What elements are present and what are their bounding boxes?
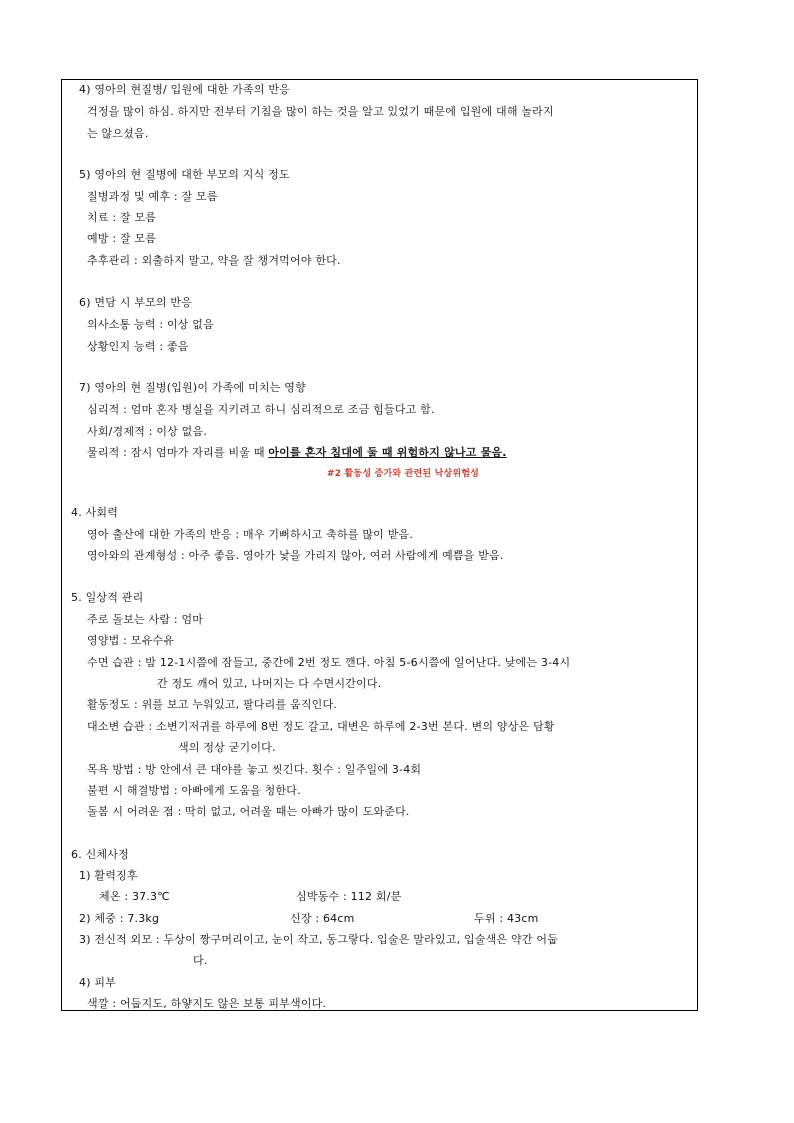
family-reaction-line-2: 는 않으셨음.	[87, 127, 149, 140]
general-appearance-line-1: 3) 전신적 외모 : 두상이 짱구머리이고, 눈이 작고, 동그랗다. 입술은 말라있고, 입술색은 약간 어둡	[79, 933, 558, 946]
daily-care-difficulty: 돌봄 시 어려운 점 : 딱히 없고, 어려울 때는 아빠가 많이 도와준다.	[87, 805, 410, 818]
social-relationship: 영아와의 관계형성 : 아주 좋음. 영아가 낯을 가리지 않아, 여러 사람에게 예쁨을 받음.	[87, 549, 504, 562]
daily-sleep-line-2: 간 정도 깨어 있고, 나머지는 다 수면시간이다.	[157, 677, 382, 690]
skin-title: 4) 피부	[79, 976, 117, 989]
section-physical-assessment-title: 6. 신체사정	[71, 848, 129, 861]
measure-height: 신장 : 64cm	[290, 912, 355, 925]
impact-social-economic: 사회/경제적 : 이상 없음.	[87, 425, 208, 438]
section-social-history-title: 4. 사회력	[71, 506, 119, 519]
section-family-reaction-title: 4) 영아의 현질병/ 입원에 대한 가족의 반응	[79, 83, 290, 96]
knowledge-follow-up: 추후관리 : 외출하지 말고, 약을 잘 챙겨먹어야 한다.	[87, 254, 341, 267]
daily-bathing: 목욕 방법 : 방 안에서 큰 대야를 놓고 씻긴다. 횟수 : 일주일에 3-4회	[87, 763, 422, 776]
nursing-diagnosis-note: #2 활동성 증가와 관련된 낙상위험성	[327, 469, 480, 479]
document-frame	[61, 79, 698, 1011]
measure-weight: 2) 체중 : 7.3kg	[79, 912, 160, 925]
knowledge-treatment: 치료 : 잘 모름	[87, 211, 157, 224]
daily-elimination-line-2: 색의 정상 굳기이다.	[178, 741, 276, 754]
daily-sleep-line-1: 수면 습관 : 밤 12-1시쯤에 잠들고, 중간에 2번 정도 깬다. 아침 5-6시쯤에 일어난다. 낮에는 3-4시	[87, 656, 571, 669]
family-reaction-line-1: 걱정을 많이 하심. 하지만 전부터 기침을 많이 하는 것을 알고 있었기 때문에 입원에 대해 놀라지	[87, 105, 554, 118]
daily-elimination-line-1: 대소변 습관 : 소변기저귀를 하루에 8번 정도 갈고, 대변은 하루에 2-3번 본다. 변의 양상은 담황	[87, 720, 555, 733]
vital-signs-title: 1) 활력징후	[79, 869, 138, 882]
general-appearance-line-2: 다.	[193, 954, 208, 967]
knowledge-disease-course: 질병과정 및 예후 : 잘 모름	[87, 190, 218, 203]
section-parent-knowledge-title: 5) 영아의 현 질병에 대한 부모의 지식 정도	[79, 168, 290, 181]
interview-communication: 의사소통 능력 : 이상 없음	[87, 318, 214, 331]
social-birth-reaction: 영아 출산에 대한 가족의 반응 : 매우 기뻐하시고 축하를 많이 받음.	[87, 528, 414, 541]
knowledge-prevention: 예방 : 잘 모름	[87, 232, 157, 245]
section-daily-care-title: 5. 일상적 관리	[71, 591, 144, 604]
vital-heart-rate: 심박동수 : 112 회/분	[296, 890, 402, 903]
impact-physical-emphasis: 아이를 혼자 침대에 둘 때 위험하지 않나고 물음.	[268, 446, 507, 459]
daily-activity: 활동정도 : 위를 보고 누워있고, 팔다리를 움직인다.	[87, 698, 337, 711]
impact-physical-prefix: 물리적 : 잠시 엄마가 자리를 비울 때	[87, 446, 269, 459]
measure-head-circumference: 두위 : 43cm	[474, 912, 539, 925]
vital-temperature: 체온 : 37.3℃	[99, 890, 170, 903]
impact-psychological: 심리적 : 엄마 혼자 병실을 지키려고 하니 심리적으로 조금 힘들다고 함.	[87, 403, 435, 416]
section-family-impact-title: 7) 영아의 현 질병(입원)이 가족에 미치는 영향	[79, 381, 306, 394]
section-interview-reaction-title: 6) 면담 시 부모의 반응	[79, 296, 193, 309]
skin-color: 색깔 : 어둡지도, 하얗지도 않은 보통 피부색이다.	[87, 997, 327, 1010]
daily-feeding: 영양법 : 모유수유	[87, 634, 175, 647]
impact-physical	[87, 446, 507, 460]
daily-discomfort-solution: 불편 시 해결방법 : 아빠에게 도움을 청한다.	[87, 784, 301, 797]
interview-awareness: 상황인지 능력 : 좋음	[87, 340, 189, 353]
daily-caregiver: 주로 돌보는 사람 : 엄마	[87, 613, 204, 626]
